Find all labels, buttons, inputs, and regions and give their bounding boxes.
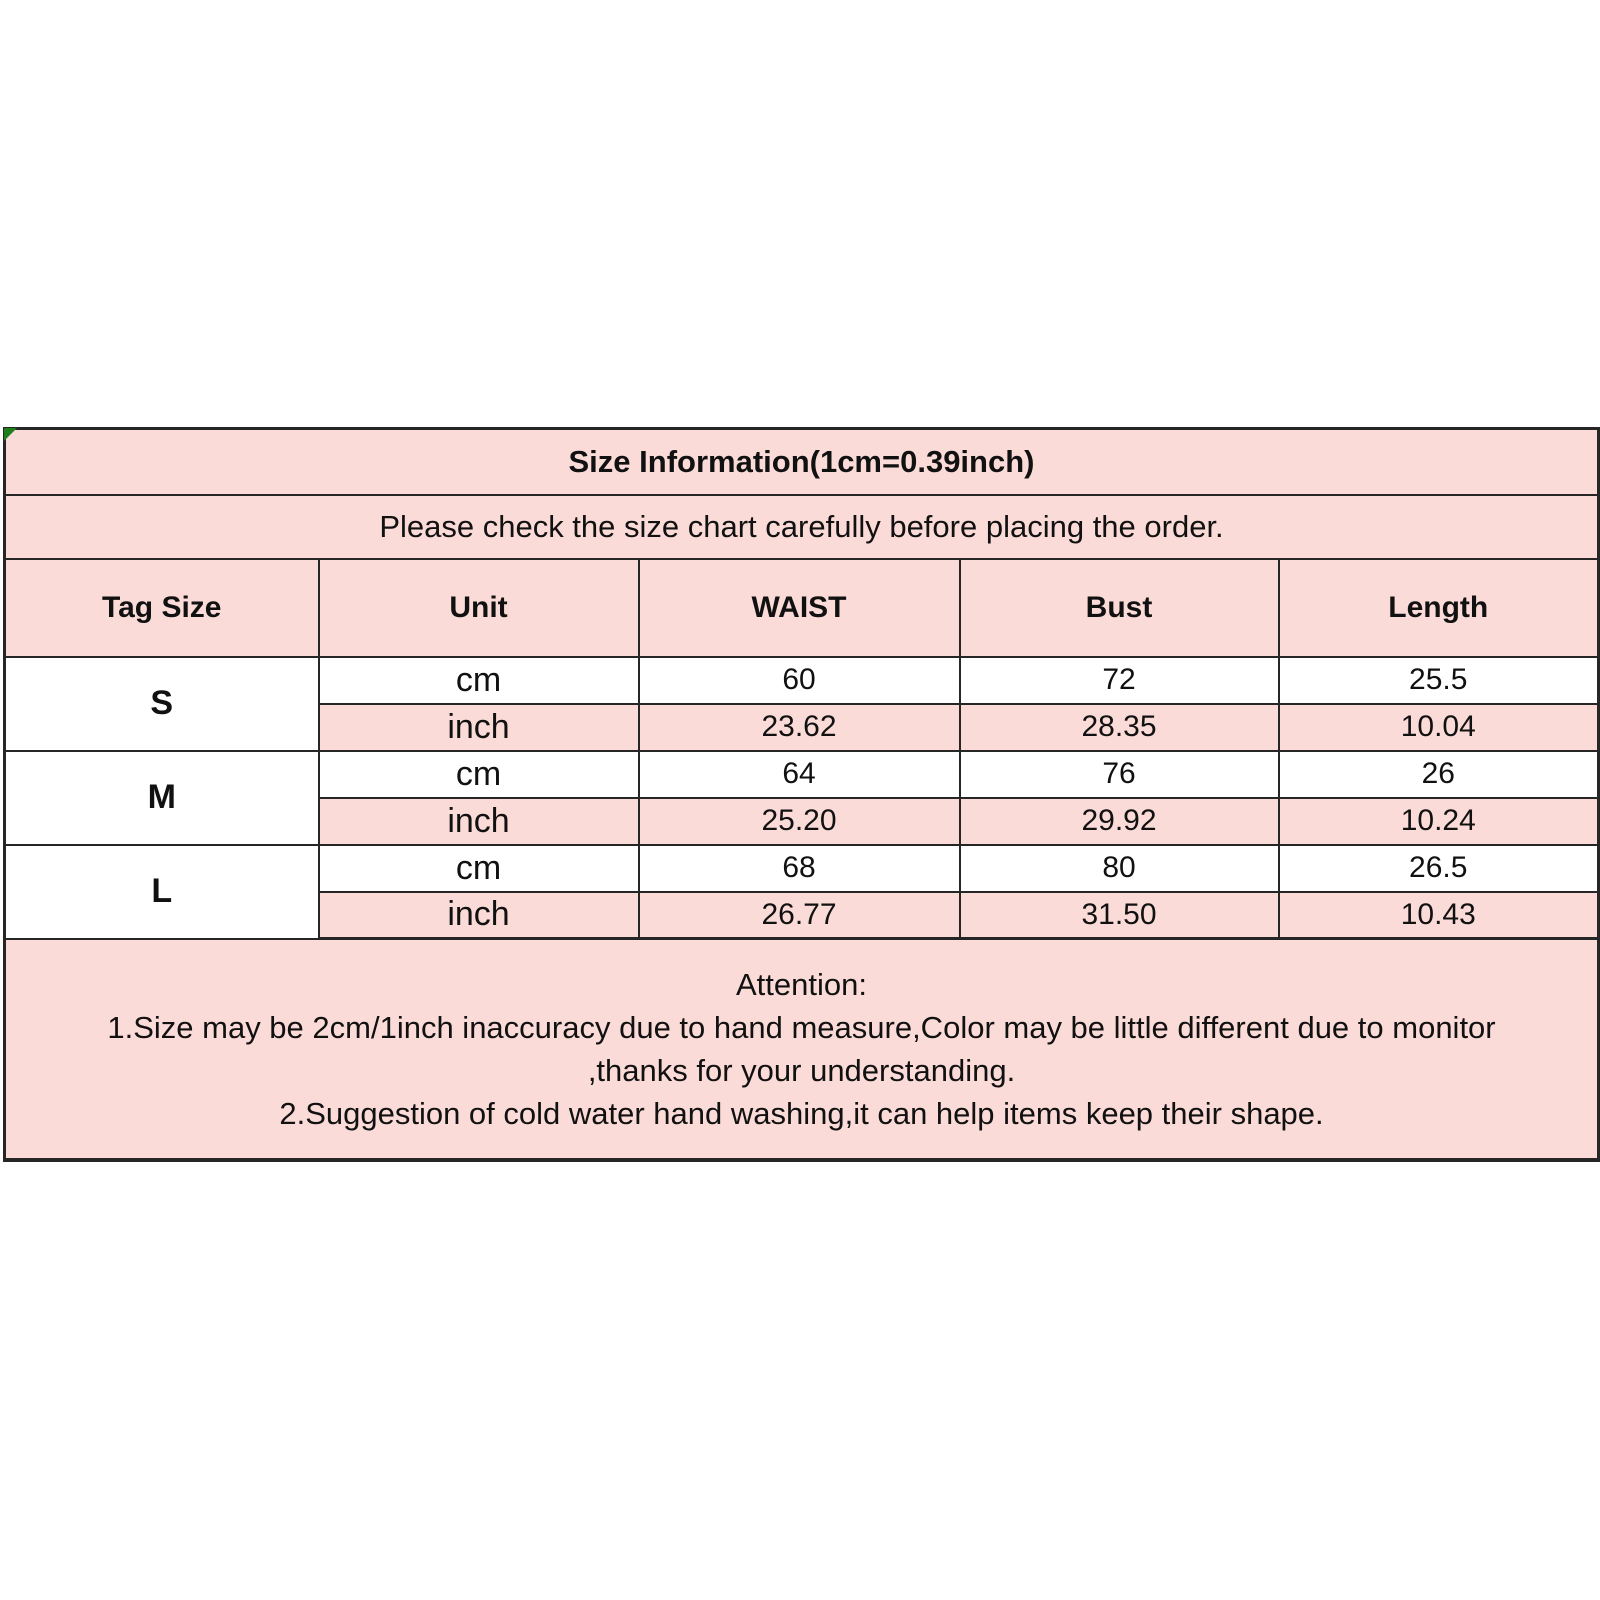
attention-line-3: 2.Suggestion of cold water hand washing,it can help items keep their shape. — [279, 1096, 1324, 1131]
column-header-bust: Bust — [960, 559, 1279, 657]
column-header-length: Length — [1279, 559, 1599, 657]
unit-cm-label: cm — [319, 845, 639, 892]
s-waist-cm: 60 — [639, 657, 960, 704]
size-m-cm-row — [5, 751, 1599, 798]
s-waist-inch: 23.62 — [639, 704, 960, 751]
l-bust-cm: 80 — [960, 845, 1279, 892]
title-row — [5, 429, 1599, 495]
unit-inch-label: inch — [319, 704, 639, 751]
l-length-cm: 26.5 — [1279, 845, 1599, 892]
table-subtitle: Please check the size chart carefully before placing the order. — [5, 495, 1599, 559]
table-title: Size Information(1cm=0.39inch) — [5, 429, 1599, 495]
l-waist-cm: 68 — [639, 845, 960, 892]
attention-heading: Attention: — [736, 967, 867, 1002]
subtitle-row — [5, 495, 1599, 559]
m-waist-inch: 25.20 — [639, 798, 960, 845]
l-waist-inch: 26.77 — [639, 892, 960, 939]
m-length-inch: 10.24 — [1279, 798, 1599, 845]
attention-line-1: 1.Size may be 2cm/1inch inaccuracy due to hand measure,Color may be little different due to monitor — [107, 1010, 1496, 1045]
s-length-inch: 10.04 — [1279, 704, 1599, 751]
m-bust-cm: 76 — [960, 751, 1279, 798]
tag-size-l: L — [5, 845, 319, 939]
column-header-tag-size: Tag Size — [5, 559, 319, 657]
size-s-cm-row — [5, 657, 1599, 704]
size-l-cm-row — [5, 845, 1599, 892]
size-chart-table — [3, 427, 1600, 1162]
unit-inch-label: inch — [319, 892, 639, 939]
m-bust-inch: 29.92 — [960, 798, 1279, 845]
m-length-cm: 26 — [1279, 751, 1599, 798]
unit-cm-label: cm — [319, 657, 639, 704]
unit-cm-label: cm — [319, 751, 639, 798]
l-length-inch: 10.43 — [1279, 892, 1599, 939]
s-bust-cm: 72 — [960, 657, 1279, 704]
m-waist-cm: 64 — [639, 751, 960, 798]
tag-size-s: S — [5, 657, 319, 751]
attention-line-2: ,thanks for your understanding. — [587, 1053, 1016, 1088]
s-bust-inch: 28.35 — [960, 704, 1279, 751]
s-length-cm: 25.5 — [1279, 657, 1599, 704]
l-bust-inch: 31.50 — [960, 892, 1279, 939]
header-row — [5, 559, 1599, 657]
attention-row — [5, 939, 1599, 1161]
attention-note — [5, 939, 1599, 1161]
column-header-unit: Unit — [319, 559, 639, 657]
tag-size-m: M — [5, 751, 319, 845]
unit-inch-label: inch — [319, 798, 639, 845]
column-header-waist: WAIST — [639, 559, 960, 657]
